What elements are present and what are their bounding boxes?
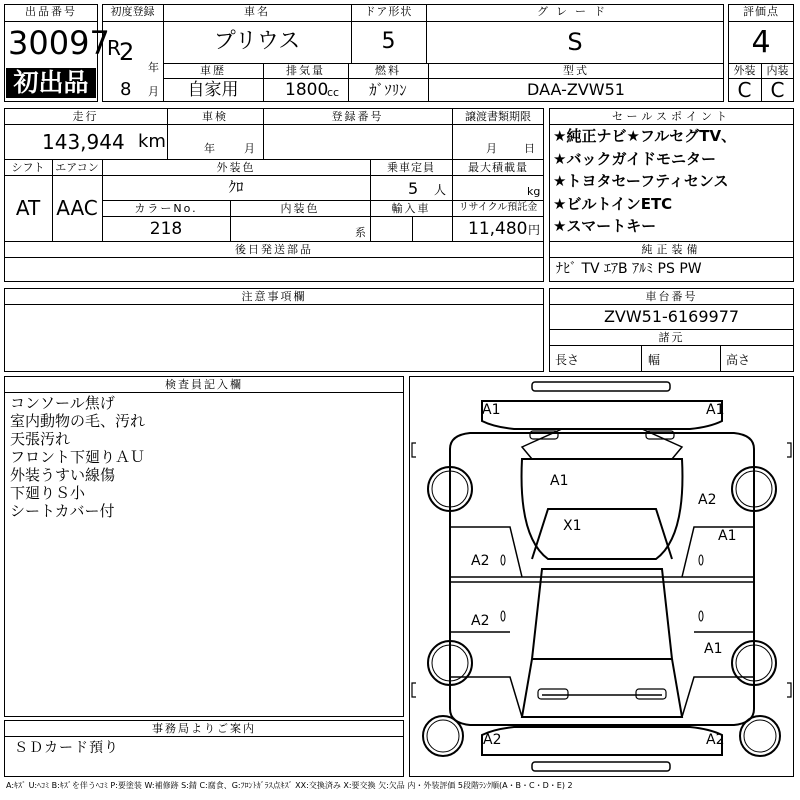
recycle-header: リサイクル預託金 — [458, 202, 538, 213]
notes-header: 注意事項欄 — [241, 290, 307, 303]
inspection-header: 車検 — [202, 110, 228, 123]
car-name: プリウス — [213, 29, 301, 54]
legend: A:ｷｽﾞ U:ﾍｺﾐ B:ｷｽﾞを伴うﾍｺﾐ P:要塗装 W:補修跡 S:錆 C:腐食、G:ﾌﾛﾝﾄｶﾞﾗｽ点ｷｽﾞ XX:交換済み X:要交換 欠:欠品 内・外装評価 5段階ﾗﾝｸ順(A・B・C・D・E) 2 — [6, 781, 573, 790]
int-color-header: 内装色 — [280, 202, 320, 215]
office-header: 事務局よりご案内 — [152, 722, 256, 735]
transfer-deadline-header: 譲渡書類期限 — [465, 110, 531, 123]
damage-mark: A2 — [471, 553, 490, 569]
era-label: R — [107, 36, 121, 60]
office-note: ＳＤカード預り — [14, 740, 119, 756]
fuel-header: 燃料 — [375, 64, 401, 77]
history: 自家用 — [187, 80, 239, 100]
deadline-month-unit: 月 — [486, 142, 497, 155]
first-listing-badge: 初出品 — [6, 68, 96, 98]
damage-mark: A2 — [698, 492, 717, 508]
mileage: 143,944 — [42, 130, 125, 154]
mileage-header: 走行 — [72, 110, 99, 123]
dimensions-header: 諸元 — [658, 331, 685, 344]
max-load-unit: kg — [527, 185, 541, 198]
interior-score: C — [770, 78, 785, 102]
ext-color-header: 外装色 — [216, 161, 256, 174]
car-outline-diagram — [410, 377, 793, 776]
lot-number: 30097 — [8, 24, 110, 62]
capacity: 5 — [408, 179, 419, 198]
inspector-note: コンソール焦げ — [10, 394, 115, 412]
exterior-header: 外装 — [733, 64, 756, 77]
year-unit: 年 — [148, 61, 159, 74]
first-reg-month: 8 — [120, 79, 132, 100]
import-header: 輸入車 — [391, 202, 431, 215]
cc-unit: cc — [327, 86, 340, 99]
exterior-score: C — [737, 78, 752, 102]
damage-mark: A1 — [704, 641, 723, 657]
first-reg-year: 2 — [119, 38, 135, 66]
sales-point-item: ★ビルトインETC — [553, 195, 673, 213]
yen-unit: 円 — [528, 223, 541, 237]
aircon: AAC — [56, 196, 98, 220]
grade: S — [567, 28, 583, 56]
max-load-header: 最大積載量 — [468, 161, 528, 174]
chassis-number: ZVW51-6169977 — [603, 307, 740, 326]
height-label: 高さ — [726, 353, 751, 367]
inspector-note: シートカバー付 — [10, 502, 115, 520]
later-parts-header: 後日発送部品 — [235, 243, 313, 256]
sales-point-item: ★トヨタセーフティセンス — [553, 172, 729, 190]
history-header: 車歴 — [200, 64, 226, 77]
door-header: ドア形状 — [364, 5, 413, 18]
inspector-header: 検査員記入欄 — [165, 378, 243, 391]
car-name-header: 車名 — [244, 5, 270, 18]
damage-diagram — [409, 376, 794, 777]
inspection-year-unit: 年 — [204, 142, 215, 155]
genuine-equipment: ﾅﾋﾞ TV ｴｱB ｱﾙﾐ PS PW — [556, 261, 702, 277]
ext-color: ｸﾛ — [228, 178, 244, 196]
damage-mark: A1 — [482, 402, 501, 418]
score-header: 評価点 — [743, 5, 779, 18]
length-label: 長さ — [555, 353, 580, 367]
damage-mark: A2 — [706, 732, 725, 748]
door-count: 5 — [381, 29, 396, 54]
displacement: 1800 — [285, 80, 329, 100]
model-header: 型式 — [563, 64, 589, 77]
damage-mark: A2 — [483, 732, 502, 748]
color-no: 218 — [149, 219, 183, 239]
inspector-note: 外装うすい線傷 — [10, 466, 116, 484]
inspector-note: フロント下廻りＡＵ — [10, 448, 146, 466]
width-label: 幅 — [648, 353, 661, 367]
capacity-unit: 人 — [434, 183, 447, 197]
month-unit: 月 — [148, 85, 159, 98]
sales-point-item: ★純正ナビ★フルセグTV、 — [553, 127, 737, 145]
reg-no-header: 登録番号 — [331, 110, 384, 123]
overall-score: 4 — [751, 25, 771, 60]
interior-header: 内装 — [766, 64, 789, 77]
damage-mark: A1 — [718, 528, 737, 544]
shift: AT — [15, 196, 41, 220]
fuel: ｶﾞｿﾘﾝ — [369, 81, 407, 99]
int-color-unit: 系 — [355, 226, 366, 239]
recycle-fee: 11,480 — [468, 219, 528, 239]
chassis-header: 車台番号 — [645, 290, 698, 303]
inspector-note: 天張汚れ — [10, 430, 71, 448]
damage-mark: A1 — [706, 402, 725, 418]
displacement-header: 排気量 — [286, 64, 325, 77]
damage-mark: A2 — [471, 613, 490, 629]
capacity-header: 乗車定員 — [387, 161, 435, 174]
shift-header: シフト — [11, 161, 45, 174]
damage-mark: X1 — [563, 518, 582, 534]
inspector-note: 下廻りＳ小 — [10, 484, 86, 502]
damage-mark: A1 — [550, 473, 569, 489]
inspector-note: 室内動物の毛、汚れ — [10, 412, 146, 430]
aircon-header: エアコン — [55, 161, 99, 174]
mileage-unit: km — [138, 131, 166, 152]
model-code: DAA-ZVW51 — [527, 80, 625, 99]
genuine-equipment-header: 純正装備 — [641, 243, 702, 256]
first-reg-header: 初度登録 — [110, 5, 155, 18]
inspection-month-unit: 月 — [244, 142, 255, 155]
sales-point-item: ★バックガイドモニター — [553, 150, 716, 168]
grade-header: グレード — [537, 5, 613, 18]
sales-point-item: ★スマートキー — [553, 217, 657, 235]
lot-number-header: 出品番号 — [25, 5, 77, 18]
deadline-day-unit: 日 — [524, 142, 535, 155]
color-no-header: カラーNo. — [134, 202, 198, 215]
sales-points-header: セールスポイント — [611, 110, 731, 123]
